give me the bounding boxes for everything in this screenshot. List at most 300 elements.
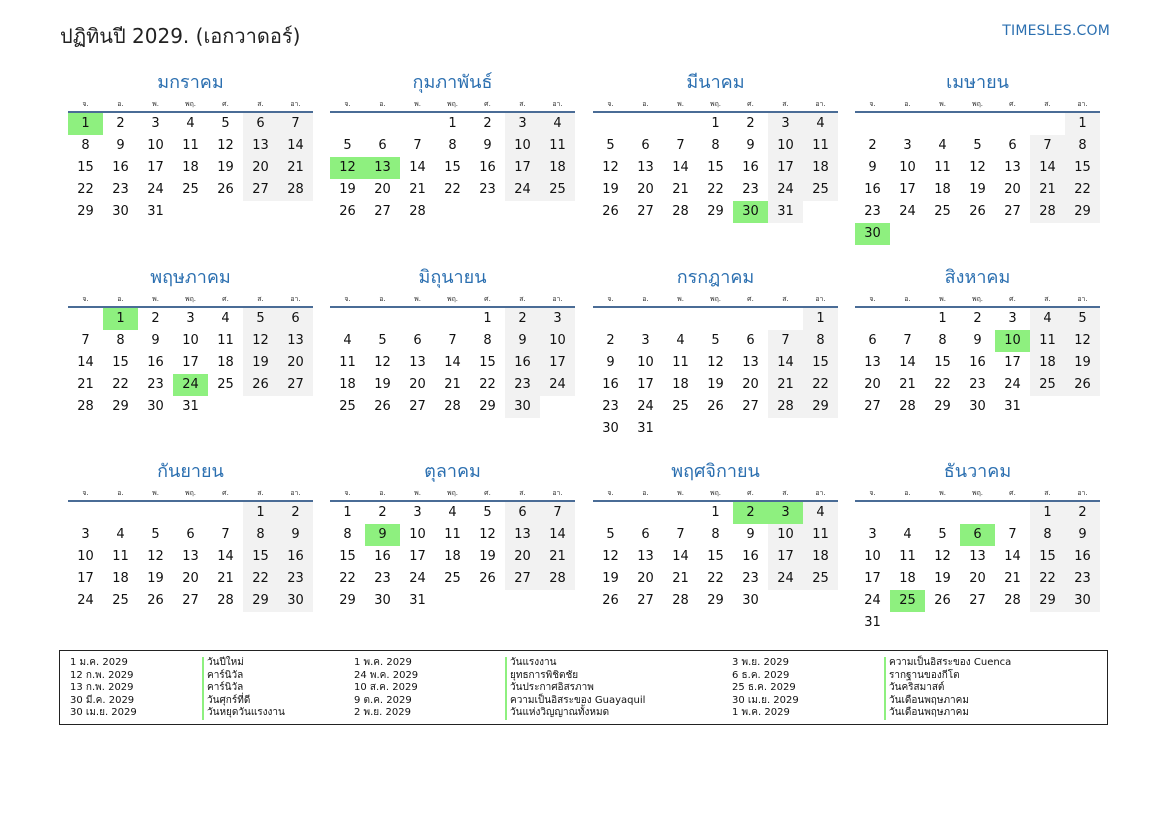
weekday-label: อ. — [642, 100, 649, 108]
weekday-label: พ. — [152, 489, 159, 497]
weekday-label: พฤ. — [446, 100, 459, 108]
day-cell: 10 — [637, 355, 654, 370]
weekday-label: อา. — [552, 295, 563, 303]
day-cell: 19 — [217, 160, 234, 175]
day-cell: 20 — [969, 571, 986, 586]
holiday-date: 1 พ.ค. 2029 — [354, 657, 412, 668]
day-cell: 16 — [374, 549, 391, 564]
empty-day-cell — [925, 223, 960, 245]
day-cell: 13 — [637, 160, 654, 175]
day-cell: 22 — [707, 182, 724, 197]
empty-day-cell — [1030, 223, 1065, 245]
day-cell: 14 — [672, 549, 689, 564]
empty-day-cell — [768, 418, 803, 440]
holiday-name: ความเป็นอิสระของ Cuenca — [884, 657, 1011, 670]
holiday-day-cell: 2 — [733, 502, 768, 524]
weekday-header — [593, 292, 838, 308]
day-cell: 1 — [343, 505, 352, 520]
weekend-day-cell: 25 — [803, 568, 838, 590]
empty-day-cell — [960, 612, 995, 634]
weekend-day-cell: 2 — [1065, 502, 1100, 524]
weekday-label: ศ. — [222, 295, 229, 303]
day-cell: 23 — [742, 182, 759, 197]
week-row — [855, 113, 1100, 135]
month-calendar — [855, 71, 1100, 245]
day-cell: 5 — [483, 505, 492, 520]
empty-day-cell — [663, 502, 698, 524]
day-cell: 6 — [413, 333, 422, 348]
day-cell: 16 — [112, 160, 129, 175]
holiday-name: วันแรงงาน — [505, 657, 645, 670]
weekday-label: ศ. — [1009, 295, 1016, 303]
week-row — [68, 396, 313, 418]
week-row — [330, 330, 575, 352]
day-cell: 16 — [602, 377, 619, 392]
weekend-day-cell: 11 — [540, 135, 575, 157]
day-cell: 10 — [899, 160, 916, 175]
week-row — [330, 308, 575, 330]
weekend-day-cell: 27 — [243, 179, 278, 201]
day-cell: 18 — [217, 355, 234, 370]
day-cell: 5 — [973, 138, 982, 153]
day-cell: 20 — [409, 377, 426, 392]
day-cell: 11 — [899, 549, 916, 564]
weekday-header — [68, 486, 313, 502]
holiday-list — [59, 650, 1108, 725]
day-cell: 29 — [707, 593, 724, 608]
weekend-day-cell: 3 — [768, 113, 803, 135]
day-cell: 29 — [77, 204, 94, 219]
week-row — [330, 135, 575, 157]
weekday-label: อ. — [642, 489, 649, 497]
weekend-day-cell: 7 — [540, 502, 575, 524]
day-cell: 2 — [151, 311, 160, 326]
month-name: พฤศจิกายน — [671, 461, 760, 482]
day-cell: 18 — [444, 549, 461, 564]
weekend-day-cell: 2 — [278, 502, 313, 524]
month-calendar — [68, 71, 313, 223]
day-cell: 11 — [672, 355, 689, 370]
day-cell: 16 — [969, 355, 986, 370]
day-cell: 17 — [409, 549, 426, 564]
day-cell: 7 — [448, 333, 457, 348]
weekend-day-cell: 28 — [540, 568, 575, 590]
empty-day-cell — [628, 308, 663, 330]
day-cell: 19 — [934, 571, 951, 586]
weekend-day-cell: 24 — [540, 374, 575, 396]
week-row — [330, 396, 575, 418]
holiday-name: วันเดือนพฤษภาคม — [884, 707, 1011, 720]
weekend-day-cell: 3 — [505, 113, 540, 135]
holiday-date: 1 ม.ค. 2029 — [70, 657, 128, 668]
month-calendar — [593, 266, 838, 440]
weekday-label: อ. — [379, 100, 386, 108]
empty-day-cell — [208, 396, 243, 418]
weekday-label: อา. — [815, 100, 826, 108]
month-name: กันยายน — [157, 461, 224, 482]
month-name: กุมภาพันธ์ — [412, 72, 493, 93]
empty-day-cell — [803, 201, 838, 223]
weekday-label: พ. — [152, 100, 159, 108]
day-cell: 24 — [147, 182, 164, 197]
day-cell: 19 — [479, 549, 496, 564]
empty-day-cell — [435, 308, 470, 330]
weekday-header — [855, 486, 1100, 502]
weekday-header — [330, 486, 575, 502]
weekday-label: พ. — [939, 489, 946, 497]
empty-day-cell — [68, 502, 103, 524]
week-row — [855, 179, 1100, 201]
empty-day-cell — [103, 502, 138, 524]
empty-day-cell — [1030, 113, 1065, 135]
weekend-day-cell: 12 — [1065, 330, 1100, 352]
day-cell: 18 — [934, 182, 951, 197]
day-cell: 9 — [151, 333, 160, 348]
week-row — [330, 568, 575, 590]
weekend-day-cell: 12 — [243, 330, 278, 352]
weekend-day-cell: 25 — [803, 179, 838, 201]
weekend-day-cell: 22 — [1030, 568, 1065, 590]
weekend-day-cell: 13 — [243, 135, 278, 157]
day-cell: 6 — [868, 333, 877, 348]
day-cell: 20 — [374, 182, 391, 197]
month-calendar — [68, 266, 313, 418]
empty-day-cell — [628, 502, 663, 524]
holiday-day-cell: 30 — [855, 223, 890, 245]
day-cell: 17 — [77, 571, 94, 586]
day-cell: 15 — [707, 160, 724, 175]
week-row — [593, 374, 838, 396]
week-row — [68, 330, 313, 352]
weekday-label: ศ. — [222, 100, 229, 108]
day-cell: 25 — [444, 571, 461, 586]
day-cell: 13 — [969, 549, 986, 564]
holiday-day-cell: 10 — [995, 330, 1030, 352]
weekday-label: จ. — [344, 295, 351, 303]
day-cell: 21 — [672, 182, 689, 197]
day-cell: 25 — [339, 399, 356, 414]
weekend-day-cell: 26 — [1065, 374, 1100, 396]
week-row — [855, 612, 1100, 634]
weekday-label: พฤ. — [971, 295, 984, 303]
weekend-day-cell: 1 — [243, 502, 278, 524]
day-cell: 16 — [864, 182, 881, 197]
weekday-label: อ. — [379, 295, 386, 303]
weekday-label: อ. — [117, 489, 124, 497]
weekday-label: พฤ. — [184, 489, 197, 497]
week-row — [68, 374, 313, 396]
holiday-date: 30 เม.ย. 2029 — [732, 694, 799, 706]
day-cell: 26 — [147, 593, 164, 608]
month-name: ธันวาคม — [943, 461, 1012, 482]
day-cell: 3 — [1008, 311, 1017, 326]
week-row — [593, 157, 838, 179]
weekend-day-cell: 11 — [1030, 330, 1065, 352]
weekend-day-cell: 9 — [505, 330, 540, 352]
weekend-day-cell: 15 — [1065, 157, 1100, 179]
day-cell: 10 — [864, 549, 881, 564]
day-cell: 26 — [602, 204, 619, 219]
day-cell: 5 — [378, 333, 387, 348]
holiday-day-cell: 9 — [365, 524, 400, 546]
day-cell: 21 — [444, 377, 461, 392]
week-row — [68, 546, 313, 568]
empty-day-cell — [593, 502, 628, 524]
weekend-day-cell: 11 — [803, 135, 838, 157]
holiday-day-cell: 30 — [733, 201, 768, 223]
empty-day-cell — [593, 113, 628, 135]
weekend-day-cell: 4 — [803, 502, 838, 524]
day-cell: 22 — [934, 377, 951, 392]
weekend-day-cell: 13 — [278, 330, 313, 352]
week-row — [855, 157, 1100, 179]
week-row — [330, 179, 575, 201]
week-row — [593, 330, 838, 352]
day-cell: 27 — [969, 593, 986, 608]
day-cell: 6 — [641, 138, 650, 153]
day-cell: 7 — [81, 333, 90, 348]
holiday-dates-column — [70, 657, 137, 720]
day-cell: 6 — [1008, 138, 1017, 153]
day-cell: 9 — [746, 527, 755, 542]
weekday-label: พ. — [152, 295, 159, 303]
month-name: พฤษภาคม — [150, 267, 231, 288]
day-cell: 27 — [1004, 204, 1021, 219]
day-cell: 26 — [339, 204, 356, 219]
day-cell: 26 — [969, 204, 986, 219]
holiday-date: 1 พ.ค. 2029 — [732, 707, 790, 718]
day-cell: 11 — [217, 333, 234, 348]
holiday-name: วันหยุดวันแรงงาน — [202, 707, 285, 720]
weekday-header — [593, 486, 838, 502]
day-cell: 28 — [77, 399, 94, 414]
weekend-day-cell: 24 — [505, 179, 540, 201]
empty-day-cell — [540, 396, 575, 418]
day-cell: 25 — [182, 182, 199, 197]
weekend-day-cell: 26 — [243, 374, 278, 396]
day-cell: 9 — [606, 355, 615, 370]
day-cell: 10 — [409, 527, 426, 542]
empty-day-cell — [505, 590, 540, 612]
weekday-label: จ. — [607, 100, 614, 108]
day-cell: 10 — [182, 333, 199, 348]
holiday-names-column — [505, 657, 645, 720]
week-row — [330, 352, 575, 374]
week-row — [330, 113, 575, 135]
day-cell: 14 — [672, 160, 689, 175]
weekend-day-cell: 4 — [803, 113, 838, 135]
page-title: ปฏิทินปี 2029. (เอกวาดอร์) — [60, 24, 301, 48]
day-cell: 17 — [1004, 355, 1021, 370]
week-row — [68, 113, 313, 135]
empty-day-cell — [628, 113, 663, 135]
site-link[interactable]: TIMESLES.COM — [1002, 23, 1110, 39]
day-cell: 8 — [711, 527, 720, 542]
weekend-day-cell: 17 — [540, 352, 575, 374]
empty-day-cell — [365, 113, 400, 135]
holiday-name: วันศุกร์ที่ดี — [202, 695, 285, 708]
day-cell: 12 — [969, 160, 986, 175]
weekday-label: ศ. — [222, 489, 229, 497]
day-cell: 17 — [147, 160, 164, 175]
day-cell: 27 — [864, 399, 881, 414]
day-cell: 8 — [343, 527, 352, 542]
week-row — [68, 352, 313, 374]
day-cell: 3 — [641, 333, 650, 348]
weekday-label: พฤ. — [446, 489, 459, 497]
day-cell: 17 — [637, 377, 654, 392]
empty-day-cell — [995, 113, 1030, 135]
day-cell: 30 — [147, 399, 164, 414]
day-cell: 2 — [868, 138, 877, 153]
weekday-label: พฤ. — [709, 100, 722, 108]
day-cell: 5 — [938, 527, 947, 542]
month-name: สิงหาคม — [944, 267, 1011, 288]
weekend-day-cell: 15 — [243, 546, 278, 568]
day-cell: 30 — [742, 593, 759, 608]
weekday-label: ส. — [782, 489, 789, 497]
empty-day-cell — [208, 502, 243, 524]
weekday-label: จ. — [82, 489, 89, 497]
day-cell: 29 — [339, 593, 356, 608]
weekday-label: ส. — [1044, 489, 1051, 497]
empty-day-cell — [890, 612, 925, 634]
empty-day-cell — [400, 308, 435, 330]
week-row — [330, 502, 575, 524]
weekday-header — [855, 97, 1100, 113]
weekday-label: ส. — [1044, 295, 1051, 303]
day-cell: 18 — [339, 377, 356, 392]
weekday-label: ศ. — [1009, 489, 1016, 497]
weekend-day-cell: 30 — [1065, 590, 1100, 612]
day-cell: 27 — [374, 204, 391, 219]
week-row — [68, 157, 313, 179]
weekend-day-cell: 6 — [505, 502, 540, 524]
day-cell: 4 — [676, 333, 685, 348]
weekday-label: จ. — [82, 100, 89, 108]
weekend-day-cell: 30 — [278, 590, 313, 612]
day-cell: 9 — [746, 138, 755, 153]
day-cell: 26 — [934, 593, 951, 608]
empty-day-cell — [1030, 612, 1065, 634]
day-cell: 24 — [637, 399, 654, 414]
day-cell: 20 — [182, 571, 199, 586]
empty-day-cell — [173, 201, 208, 223]
empty-day-cell — [733, 418, 768, 440]
day-cell: 10 — [147, 138, 164, 153]
day-cell: 3 — [413, 505, 422, 520]
weekend-day-cell: 18 — [803, 546, 838, 568]
day-cell: 31 — [147, 204, 164, 219]
day-cell: 18 — [112, 571, 129, 586]
day-cell: 29 — [112, 399, 129, 414]
empty-day-cell — [698, 308, 733, 330]
week-row — [593, 352, 838, 374]
day-cell: 22 — [479, 377, 496, 392]
day-cell: 2 — [116, 116, 125, 131]
weekend-day-cell: 4 — [540, 113, 575, 135]
day-cell: 13 — [864, 355, 881, 370]
weekend-day-cell: 5 — [1065, 308, 1100, 330]
day-cell: 1 — [711, 505, 720, 520]
weekday-label: อ. — [117, 295, 124, 303]
weekend-day-cell: 8 — [803, 330, 838, 352]
day-cell: 15 — [339, 549, 356, 564]
week-row — [855, 568, 1100, 590]
day-cell: 6 — [746, 333, 755, 348]
month-calendar — [68, 460, 313, 612]
weekday-label: พ. — [414, 295, 421, 303]
weekend-day-cell: 14 — [278, 135, 313, 157]
empty-day-cell — [890, 308, 925, 330]
weekend-day-cell: 29 — [1065, 201, 1100, 223]
day-cell: 23 — [112, 182, 129, 197]
empty-day-cell — [855, 502, 890, 524]
weekday-label: อา. — [815, 489, 826, 497]
day-cell: 19 — [147, 571, 164, 586]
week-row — [68, 502, 313, 524]
weekday-label: พ. — [677, 295, 684, 303]
weekend-day-cell: 15 — [803, 352, 838, 374]
weekday-label: ศ. — [1009, 100, 1016, 108]
day-cell: 26 — [374, 399, 391, 414]
day-cell: 25 — [672, 399, 689, 414]
day-cell: 26 — [707, 399, 724, 414]
day-cell: 9 — [868, 160, 877, 175]
day-cell: 31 — [182, 399, 199, 414]
weekend-day-cell: 14 — [768, 352, 803, 374]
day-cell: 27 — [182, 593, 199, 608]
week-row — [593, 546, 838, 568]
day-cell: 3 — [81, 527, 90, 542]
weekday-label: จ. — [869, 295, 876, 303]
day-cell: 12 — [707, 355, 724, 370]
holiday-date: 2 พ.ย. 2029 — [354, 707, 411, 718]
day-cell: 30 — [112, 204, 129, 219]
weekend-day-cell: 8 — [243, 524, 278, 546]
day-cell: 31 — [864, 615, 881, 630]
day-cell: 13 — [742, 355, 759, 370]
week-row — [855, 396, 1100, 418]
weekday-label: จ. — [344, 489, 351, 497]
week-row — [593, 568, 838, 590]
day-cell: 30 — [602, 421, 619, 436]
week-row — [593, 524, 838, 546]
empty-day-cell — [995, 502, 1030, 524]
weekend-day-cell: 14 — [1030, 157, 1065, 179]
weekend-day-cell: 6 — [243, 113, 278, 135]
day-cell: 4 — [903, 527, 912, 542]
week-row — [855, 135, 1100, 157]
day-cell: 12 — [934, 549, 951, 564]
week-row — [593, 113, 838, 135]
empty-day-cell — [1065, 396, 1100, 418]
holiday-date: 25 ธ.ค. 2029 — [732, 682, 796, 693]
day-cell: 27 — [637, 204, 654, 219]
empty-day-cell — [803, 418, 838, 440]
day-cell: 21 — [77, 377, 94, 392]
weekday-label: พ. — [677, 489, 684, 497]
holiday-date: 30 เม.ย. 2029 — [70, 707, 137, 718]
weekday-label: อา. — [815, 295, 826, 303]
weekday-label: อ. — [904, 295, 911, 303]
empty-day-cell — [593, 308, 628, 330]
week-row — [855, 546, 1100, 568]
day-cell: 29 — [707, 204, 724, 219]
week-row — [593, 201, 838, 223]
empty-day-cell — [663, 418, 698, 440]
weekday-label: อ. — [379, 489, 386, 497]
